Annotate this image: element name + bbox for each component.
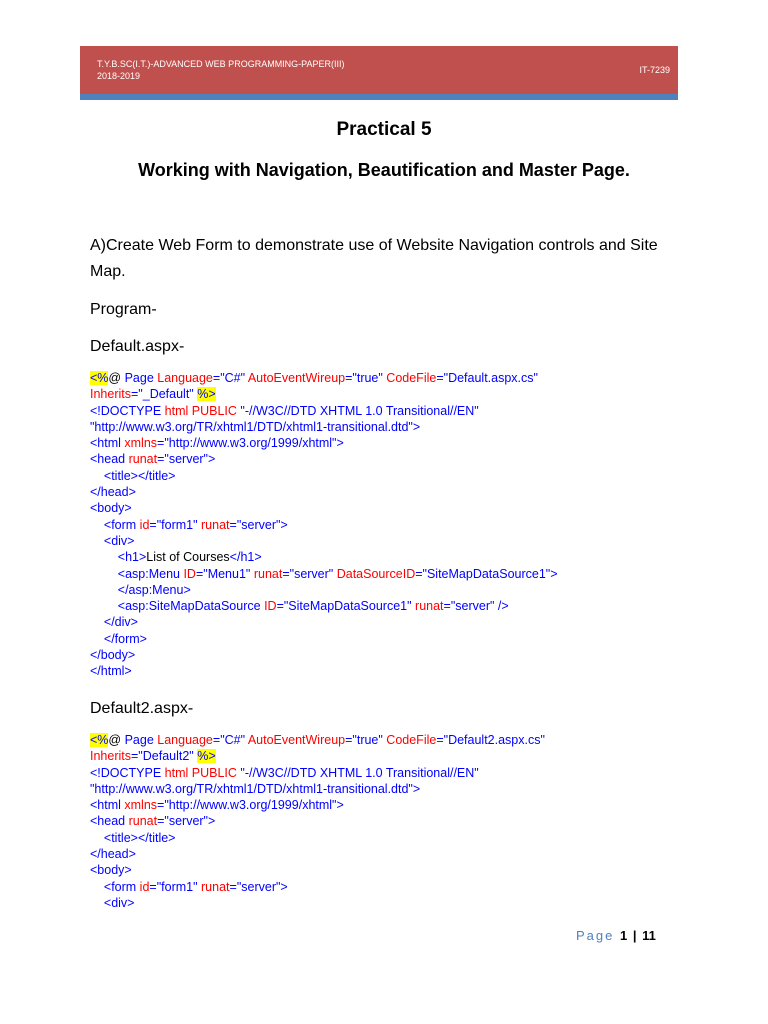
code-token: runat — [253, 566, 283, 581]
code-line — [90, 386, 710, 402]
code-line — [90, 484, 710, 500]
code-line — [90, 451, 710, 467]
code-line — [90, 631, 710, 647]
code-token: ="true" — [345, 371, 387, 385]
code-token: PUBLIC — [191, 765, 241, 780]
code-token: ="server"> — [157, 452, 216, 467]
code-line — [90, 370, 710, 386]
practical-subtitle: Working with Navigation, Beautification and Master Page. — [138, 160, 630, 180]
header-rule — [80, 94, 678, 100]
code-line — [90, 582, 710, 598]
code-token: ="C#" — [212, 371, 248, 385]
code-token: PUBLIC — [191, 403, 241, 418]
code-token: ID — [264, 599, 277, 614]
code-token: ID — [183, 566, 196, 581]
code-token: "-//W3C//DTD XHTML 1.0 Transitional//EN" — [240, 403, 479, 418]
code-token: runat — [128, 814, 158, 829]
code-token: <title></title> — [90, 468, 176, 483]
code-line — [90, 419, 710, 435]
code-token: </div> — [90, 615, 138, 630]
code-token: <% — [90, 371, 109, 385]
code-token: <!DOCTYPE — [90, 765, 165, 780]
code-token: %> — [197, 387, 216, 402]
code-line — [90, 748, 710, 764]
page-footer — [576, 928, 656, 943]
code-token: html — [164, 403, 192, 418]
program-label: Program- — [90, 301, 157, 318]
code-token: AutoEventWireup — [247, 733, 346, 747]
code-token: </html> — [90, 664, 132, 679]
code-token: html — [164, 765, 192, 780]
code-line — [90, 830, 710, 846]
code-line — [90, 797, 710, 813]
code-line — [90, 732, 710, 748]
code-line — [90, 765, 710, 781]
code-token: runat — [201, 517, 230, 532]
code-token: </h1> — [229, 550, 262, 565]
code-token: ="server"> — [157, 814, 216, 829]
code-token: Inherits — [90, 387, 131, 402]
code-token: ="server" — [282, 566, 337, 581]
code-token: ="Default2.aspx.cs" — [436, 733, 545, 747]
code-token: <form — [90, 879, 140, 894]
code-token: <title></title> — [90, 830, 176, 845]
file2-heading: Default2.aspx- — [90, 700, 194, 717]
code-token: ="server" /> — [443, 599, 509, 614]
code-token: "http://www.w3.org/TR/xhtml1/DTD/xhtml1-transitional.dtd"> — [90, 781, 421, 796]
code-line — [90, 895, 710, 911]
question-text: A)Create Web Form to demonstrate use of Website Navigation controls and Site Map. — [90, 237, 658, 280]
code-token: AutoEventWireup — [247, 371, 346, 385]
code-token: <form — [90, 517, 140, 532]
code-token: </body> — [90, 648, 136, 663]
code-token: CodeFile — [386, 733, 437, 747]
code-line — [90, 500, 710, 516]
code-block-default — [90, 370, 710, 680]
code-token: DataSourceID — [336, 566, 416, 581]
code-line — [90, 403, 710, 419]
code-line — [90, 598, 710, 614]
code-token: </form> — [90, 631, 147, 646]
code-token: @ — [108, 733, 125, 747]
header-roll-code: IT-7239 — [639, 65, 670, 75]
practical-title: Practical 5 — [336, 119, 432, 140]
code-line — [90, 647, 710, 663]
code-token: ="Menu1" — [195, 566, 254, 581]
code-token: ="_Default" — [131, 387, 198, 402]
header-course-title: T.Y.B.SC(I.T.)-ADVANCED WEB PROGRAMMING-PAPER(III) — [97, 59, 345, 69]
code-token: </head> — [90, 485, 136, 500]
code-token: <asp:SiteMapDataSource — [90, 599, 265, 614]
code-block-default2 — [90, 732, 710, 911]
code-line — [90, 813, 710, 829]
code-token: ="SiteMapDataSource1"> — [415, 566, 558, 581]
code-token: ="form1" — [149, 517, 202, 532]
code-token: <head — [90, 452, 129, 467]
code-token: Inherits — [90, 749, 131, 764]
header-left-text — [97, 58, 345, 82]
code-token: Language — [157, 371, 213, 385]
code-token: Language — [157, 733, 213, 747]
code-token: List of Courses — [146, 550, 230, 565]
footer-page-number: 1 — [620, 928, 628, 943]
code-token: <% — [90, 733, 109, 747]
code-token: ="server"> — [229, 879, 288, 894]
code-token: <html — [90, 436, 125, 451]
code-line — [90, 879, 710, 895]
code-token: runat — [128, 452, 158, 467]
code-line — [90, 435, 710, 451]
code-line — [90, 614, 710, 630]
code-token: <html — [90, 798, 125, 813]
code-token: ="C#" — [212, 733, 248, 747]
code-token: <div> — [90, 533, 135, 548]
code-token: <body> — [90, 501, 132, 516]
code-line — [90, 862, 710, 878]
code-token: ="server"> — [229, 517, 288, 532]
file1-heading: Default.aspx- — [90, 338, 185, 355]
code-token: id — [139, 879, 150, 894]
code-token: <h1> — [90, 550, 147, 565]
running-header — [80, 46, 678, 94]
code-token: <asp:Menu — [90, 566, 184, 581]
code-token: Page — [124, 733, 158, 747]
code-token: ="Default2" — [131, 749, 198, 764]
footer-separator: | — [632, 928, 637, 943]
code-token: ="http://www.w3.org/1999/xhtml"> — [157, 436, 344, 451]
code-token: <head — [90, 814, 129, 829]
code-line — [90, 781, 710, 797]
code-line — [90, 533, 710, 549]
code-line — [90, 549, 710, 565]
code-line — [90, 517, 710, 533]
code-token: <body> — [90, 863, 132, 878]
code-token: ="http://www.w3.org/1999/xhtml"> — [157, 798, 344, 813]
code-token: xmlns — [124, 436, 158, 451]
code-token: "http://www.w3.org/TR/xhtml1/DTD/xhtml1-transitional.dtd"> — [90, 419, 421, 434]
code-token: ="SiteMapDataSource1" — [276, 599, 416, 614]
code-token: <div> — [90, 895, 135, 910]
code-line — [90, 846, 710, 862]
code-line — [90, 468, 710, 484]
code-token: Page — [124, 371, 158, 385]
footer-total-pages: 11 — [642, 928, 656, 943]
code-token: </asp:Menu> — [90, 582, 191, 597]
header-academic-year: 2018-2019 — [97, 71, 141, 81]
code-token: <!DOCTYPE — [90, 403, 165, 418]
code-token: ="Default.aspx.cs" — [436, 371, 538, 385]
code-token: %> — [197, 749, 216, 764]
code-line — [90, 566, 710, 582]
code-token: ="true" — [345, 733, 387, 747]
code-token: xmlns — [124, 798, 158, 813]
code-line — [90, 663, 710, 679]
code-token: id — [139, 517, 150, 532]
code-token: ="form1" — [149, 879, 202, 894]
code-token: "-//W3C//DTD XHTML 1.0 Transitional//EN" — [240, 765, 479, 780]
code-token: </head> — [90, 847, 136, 862]
footer-page-word: Page — [576, 928, 615, 943]
code-token: runat — [201, 879, 230, 894]
code-token: runat — [415, 599, 444, 614]
code-token: @ — [108, 371, 125, 385]
code-token: CodeFile — [386, 371, 437, 385]
